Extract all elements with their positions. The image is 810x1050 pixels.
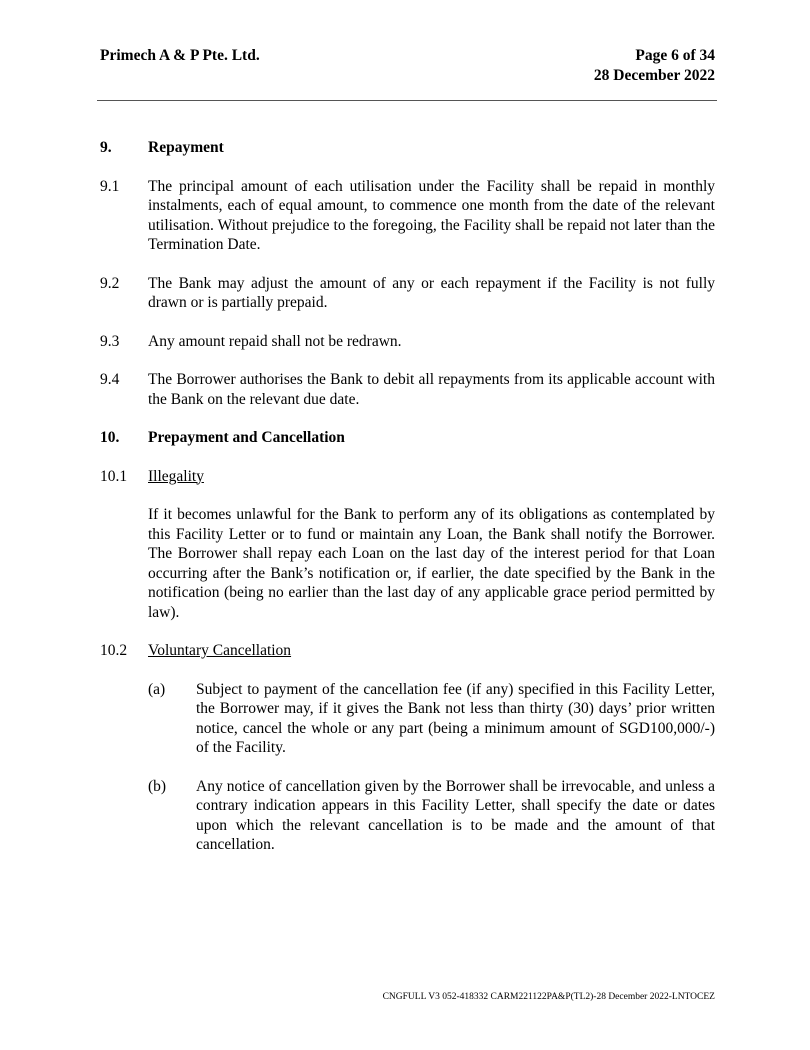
clause-9-3 (100, 332, 715, 352)
clause-9-2 (100, 274, 715, 313)
company-name: Primech A & P Pte. Ltd. (100, 47, 260, 64)
clause-10-2-number: 10.2 (100, 642, 128, 659)
clause-10-2-a-text: Subject to payment of the cancellation fee (if any) specified in this Facility Letter, the Borrower may, if it gives the Bank not less than thirty (30) days’ prior written notice, cancel the whole or any part (being a minimum amount of SGD100,000/-) of the Facility. (196, 680, 715, 756)
clause-9-3-text: Any amount repaid shall not be redrawn. (148, 332, 402, 350)
page-number: Page 6 of 34 (635, 47, 715, 64)
clause-10-1-title: Illegality (148, 467, 204, 485)
document-date: 28 December 2022 (593, 67, 715, 84)
section-10-title: Prepayment and Cancellation (148, 429, 345, 446)
clause-9-2-text: The Bank may adjust the amount of any or each repayment if the Facility is not fully drawn or is partially prepaid. (148, 274, 715, 311)
clause-10-2-b-text: Any notice of cancellation given by the Borrower shall be irrevocable, and unless a contrary indication appears in this Facility Letter, shall specify the date or dates upon which the relevant cancellation is to be made and the amount of that cancellation. (196, 777, 715, 853)
clause-10-2-a-marker: (a) (148, 680, 166, 698)
clause-9-4 (100, 370, 715, 409)
section-10-heading (100, 428, 715, 448)
clause-10-2-heading (100, 641, 715, 661)
clause-10-1-text: If it becomes unlawful for the Bank to perform any of its obligations as contemplated by this Facility Letter or to fund or maintain any Loan, the Bank shall notify the Borrower. The Borrower shall repay each Loan on the last day of the interest period for that Loan occurring after the Bank’s notification or, if earlier, the date specified by the Bank in the notification (being no earlier than the last day of any applicable grace period permitted by law). (148, 506, 715, 621)
section-9-title: Repayment (148, 139, 224, 156)
clause-9-3-number: 9.3 (100, 332, 120, 350)
clause-9-4-number: 9.4 (100, 371, 120, 388)
header-divider (97, 100, 717, 101)
document-body (100, 138, 715, 874)
section-9-heading (100, 138, 715, 158)
clause-9-4-text: The Borrower authorises the Bank to debit all repayments from its applicable account with the Bank on the relevant due date. (148, 371, 715, 408)
clause-10-1-number: 10.1 (100, 467, 128, 485)
clause-10-2-b (148, 777, 715, 855)
section-10-number: 10. (100, 429, 120, 446)
page-header (100, 46, 715, 86)
footer-reference: CNGFULL V3 052-418332 CARM221122PA&P(TL2)-28 December 2022-LNTOCEZ (382, 992, 715, 1002)
clause-9-1 (100, 177, 715, 255)
section-9-number: 9. (100, 139, 112, 156)
header-right-block (594, 46, 715, 86)
clause-10-2-a (148, 680, 715, 758)
clause-10-2-title: Voluntary Cancellation (148, 642, 292, 659)
clause-9-2-number: 9.2 (100, 274, 120, 292)
clause-10-1-heading (100, 467, 715, 487)
clause-9-1-text: The principal amount of each utilisation under the Facility shall be repaid in monthly instalments, each of equal amount, to commence one month from the date of the relevant utilisation. Without prejudice to the foregoing, the Facility shall be repaid not later than the Termination Date. (148, 177, 715, 253)
clause-10-2-b-marker: (b) (148, 777, 167, 795)
clause-9-1-number: 9.1 (100, 177, 120, 195)
